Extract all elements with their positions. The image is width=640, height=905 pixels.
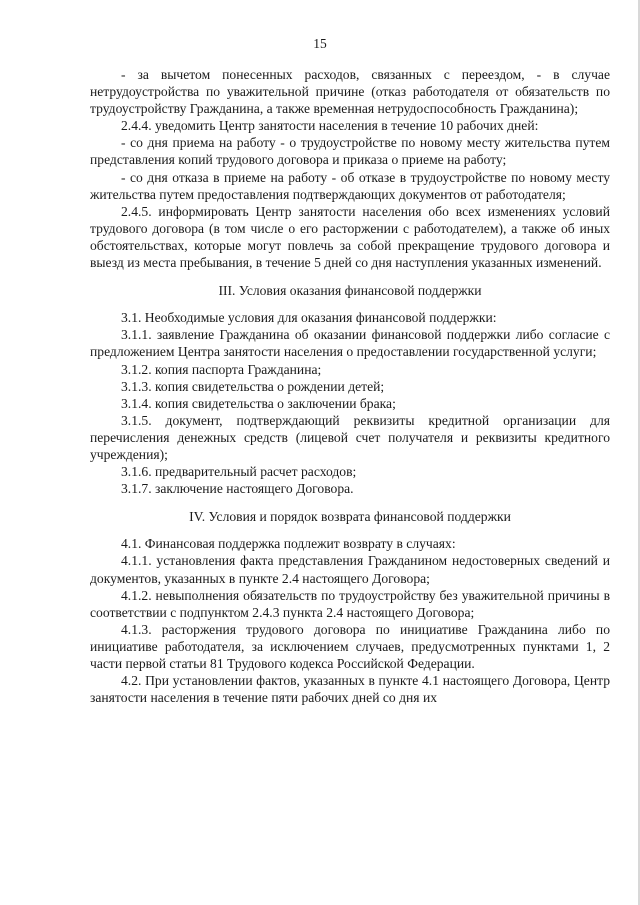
paragraph-4-1: 4.1. Финансовая поддержка подлежит возврату в случаях: (121, 536, 456, 552)
paragraph-2-4-4: 2.4.4. уведомить Центр занятости населения в течение 10 рабочих дней: (121, 118, 539, 134)
paragraph-4-1-1: 4.1.1. установления факта представления Гражданином недостоверных сведений и документов, указанных в пункте 2.4 настоящего Договора; (90, 553, 610, 586)
paragraph-4-1-3: 4.1.3. расторжения трудового договора по инициативе Гражданина либо по инициативе работодателя, за исключением случаев, предусмотренных пунктами 1, 2 части первой статьи 81 Трудового кодекса Российской Федерации. (90, 621, 610, 671)
paragraph-refusal-notice: - со дня отказа в приеме на работу - об отказе в трудоустройстве по новому месту жительства путем предоставления подтверждающих документов от работодателя; (90, 169, 610, 202)
paragraph-3-1-2: 3.1.2. копия паспорта Гражданина; (121, 361, 322, 377)
paragraph-4-1-2: 4.1.2. невыполнения обязательств по трудоустройству без уважительной причины в соответствии с подпунктом 2.4.3 пункта 2.4 настоящего Договора; (90, 587, 610, 620)
paragraph-3-1-3: 3.1.3. копия свидетельства о рождении детей; (121, 378, 385, 394)
paragraph-3-1-4: 3.1.4. копия свидетельства о заключении брака; (121, 395, 396, 411)
document-body (90, 66, 610, 706)
page-number: 15 (313, 36, 327, 51)
paragraph-hire-notice: - со дня приема на работу - о трудоустройстве по новому месту жительства путем представления копий трудового договора и приказа о приеме на работу; (90, 135, 610, 168)
paragraph-3-1-1: 3.1.1. заявление Гражданина об оказании финансовой поддержки либо согласие с предложением Центра занятости населения о предоставлении государственной услуги; (90, 327, 610, 360)
paragraph-3-1-7: 3.1.7. заключение настоящего Договора. (121, 481, 354, 497)
section-heading-iii: III. Условия оказания финансовой поддержки (218, 283, 482, 299)
section-heading-iv: IV. Условия и порядок возврата финансовой поддержки (189, 509, 511, 525)
paragraph-3-1-6: 3.1.6. предварительный расчет расходов; (121, 464, 357, 480)
paragraph-3-1-5: 3.1.5. документ, подтверждающий реквизиты кредитной организации для перечисления денежных средств (лицевой счет получателя и реквизиты кредитного учреждения); (90, 412, 610, 462)
paragraph-cost-deduction: - за вычетом понесенных расходов, связанных с переездом, - в случае нетрудоустройства по уважительной причине (отказ работодателя от обязательств по трудоустройству Гражданина, а также временная нетрудоспособность Гражданина); (90, 67, 610, 117)
paragraph-3-1: 3.1. Необходимые условия для оказания финансовой поддержки: (121, 310, 497, 326)
paragraph-4-2: 4.2. При установлении фактов, указанных в пункте 4.1 настоящего Договора, Центр занятости населения в течение пяти рабочих дней со дня их (90, 673, 610, 706)
paragraph-2-4-5: 2.4.5. информировать Центр занятости населения обо всех изменениях условий трудового договора (в том числе о его расторжении с работодателем), а также об иных обстоятельствах, которые могут повлечь за собой прекращение трудового договора и выезд из места пребывания, в течение 5 дней со дня наступления указанных изменений. (90, 203, 610, 271)
